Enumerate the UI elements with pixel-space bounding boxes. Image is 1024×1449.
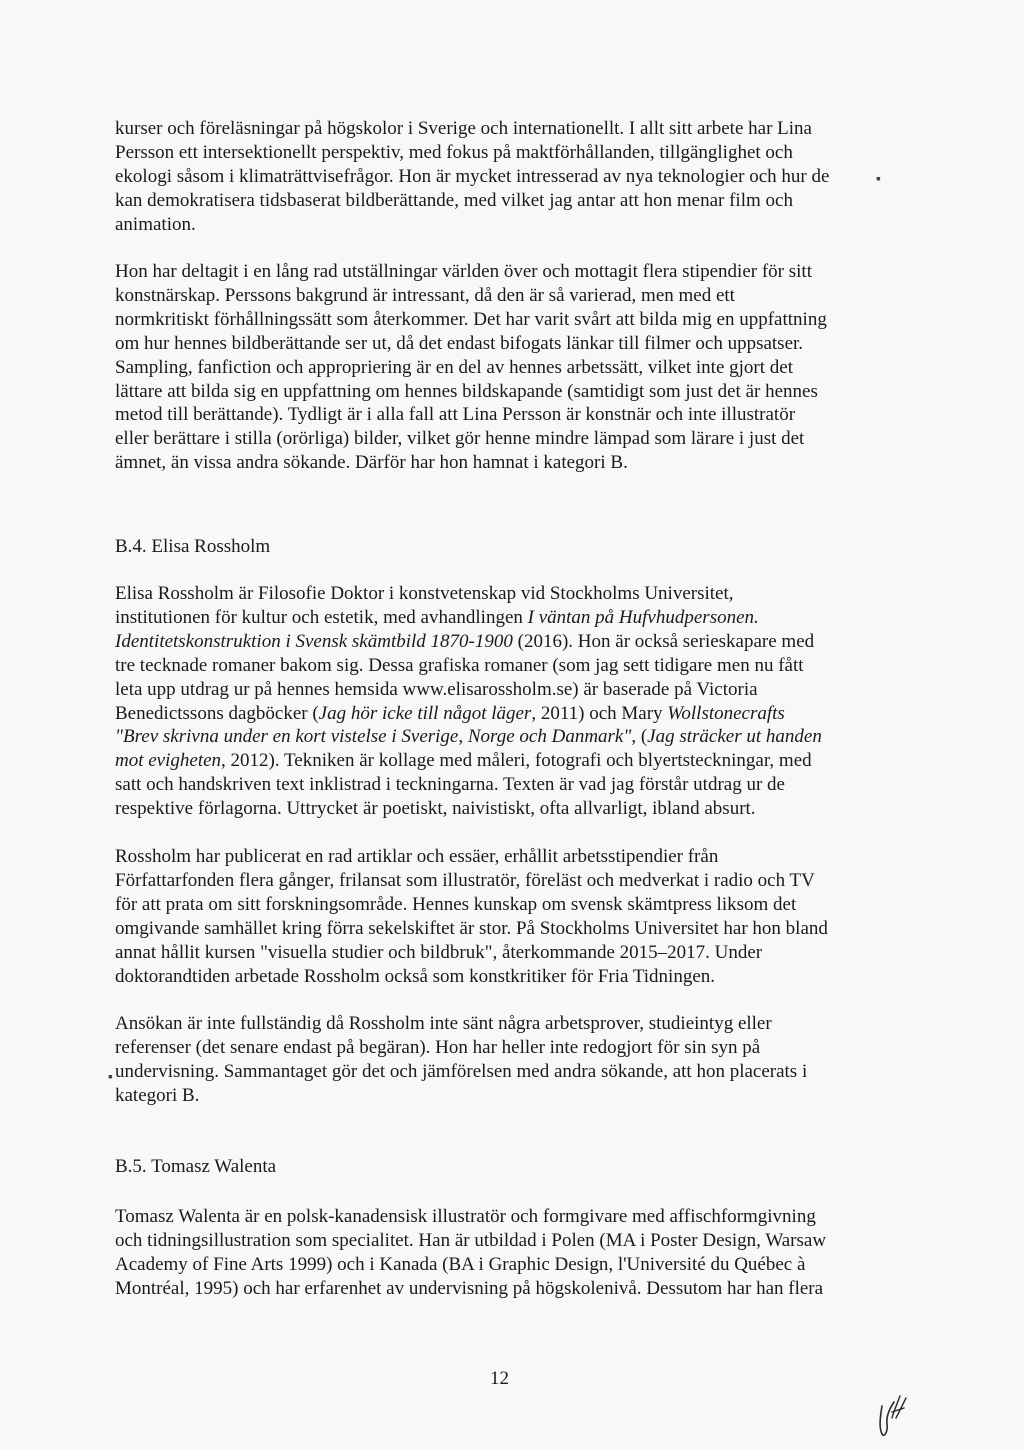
italic-title: I väntan på Hufvhudpersonen. [527, 606, 759, 628]
italic-title: Identitetskonstruktion i Svensk skämtbild 1870-1900 [115, 630, 513, 652]
text-line: leta upp utdrag ur på hennes hemsida www.elisarossholm.se) är baserade på Victoria [115, 678, 758, 700]
text-run: , ( [631, 726, 648, 748]
text-line: Sampling, fanfiction och appropriering är en del av hennes arbetssätt, vilket inte gjort det [115, 356, 793, 378]
text-line: Författarfonden flera gånger, frilansat som illustratör, föreläst och medverkat i radio och TV [115, 869, 815, 891]
text-line [115, 606, 905, 630]
text-line: tre tecknade romaner bakom sig. Dessa grafiska romaner (som jag sett tidigare men nu fått [115, 654, 804, 676]
paragraph-persson-exhibitions [115, 260, 905, 475]
scan-speck: ▪ [876, 172, 881, 187]
text-line: eller berättare i stilla (orörliga) bilder, vilket gör henne mindre lämpad som lärare i just det [115, 428, 805, 450]
text-line: metod till berättande). Tydligt är i alla fall att Lina Persson är konstnär och inte illustratör [115, 404, 796, 426]
paragraph-persson-courses [115, 117, 905, 237]
italic-title: Jag sträcker ut handen [647, 726, 822, 748]
text-line: Persson ett intersektionellt perspektiv, med fokus på maktförhållanden, tillgänglighet och [115, 141, 793, 163]
text-line: för att prata om sitt forskningsområde. Hennes kunskap om svensk skämtpress liksom det [115, 893, 797, 915]
paragraph-walenta-intro [115, 1205, 905, 1301]
text-line: kurser och föreläsningar på högskolor i Sverige och internationellt. I allt sitt arbete har Lina [115, 118, 812, 139]
text-line [115, 749, 905, 773]
handwritten-initials-signature [872, 1388, 912, 1440]
text-line: ämnet, än vissa andra sökande. Därför har hon hamnat i kategori B. [115, 452, 628, 474]
text-line: undervisning. Sammantaget gör det och jämförelsen med andra sökande, att hon placerats i [115, 1060, 808, 1082]
text-line: kan demokratisera tidsbaserat bildberättande, med vilket jag antar att hon menar film och [115, 189, 793, 211]
text-line: Tomasz Walenta är en polsk-kanadensisk illustratör och formgivare med affischformgivning [115, 1206, 816, 1227]
text-line: kategori B. [115, 1084, 200, 1106]
text-line: animation. [115, 213, 196, 235]
italic-title: mot evigheten [115, 750, 222, 772]
text-line: om hur hennes bildberättande ser ut, då det endast bifogats länkar till filmer och uppsatser. [115, 332, 804, 354]
text-line: Academy of Fine Arts 1999) och i Kanada (BA i Graphic Design, l'Université du Québec à [115, 1253, 806, 1275]
text-line: doktorandtiden arbetade Rossholm också som konstkritiker för Fria Tidningen. [115, 965, 716, 987]
text-line [115, 725, 905, 749]
text-line: Hon har deltagit i en lång rad utställningar världen över och mottagit flera stipendier för sitt [115, 261, 812, 282]
text-line: omgivande samhället kring förra sekelskiftet är stor. På Stockholms Universitet har hon bland [115, 917, 828, 939]
text-line: Montréal, 1995) och har erfarenhet av undervisning på högskolenivå. Dessutom har han flera [115, 1277, 824, 1299]
paragraph-rossholm-application [115, 1012, 905, 1108]
text-line: referenser (det senare endast på begäran). Hon har heller inte redogjort för sin syn på [115, 1036, 761, 1058]
section-heading-b5: B.5. Tomasz Walenta [115, 1156, 277, 1177]
text-line: satt och handskriven text inklistrad i teckningarna. Texten är vad jag förstår utdrag ur de [115, 774, 785, 796]
page-number: 12 [490, 1368, 509, 1389]
text-line: Rossholm har publicerat en rad artiklar och essäer, erhållit arbetsstipendier från [115, 846, 719, 867]
text-line: lättare att bilda sig en uppfattning om hennes bildskapande (samtidigt som just det är hennes [115, 380, 818, 402]
text-run: (2016). Hon är också serieskapare med [512, 630, 815, 652]
paragraph-rossholm-publications [115, 845, 905, 988]
italic-title: Wollstonecrafts [667, 702, 785, 724]
text-line [115, 702, 905, 726]
paragraph-rossholm-intro [115, 582, 905, 821]
text-line [115, 630, 905, 654]
text-line: annat hållit kursen "visuella studier och bildbruk", återkommande 2015–2017. Under [115, 941, 763, 963]
text-line: Ansökan är inte fullständig då Rossholm inte sänt några arbetsprover, studieintyg eller [115, 1013, 772, 1034]
text-line: ekologi såsom i klimaträttvisefrågor. Hon är mycket intresserad av nya teknologier och hur de [115, 165, 830, 187]
italic-title: Jag hör icke till något läger [318, 702, 532, 724]
text-line: Elisa Rossholm är Filosofie Doktor i konstvetenskap vid Stockholms Universitet, [115, 583, 734, 604]
text-line: konstnärskap. Perssons bakgrund är intressant, då den är så varierad, men med ett [115, 284, 735, 306]
text-run: Benedictssons dagböcker ( [115, 702, 319, 724]
italic-title: "Brev skrivna under en kort vistelse i Sverige, Norge och Danmark" [115, 726, 632, 748]
text-run: , 2012). Tekniken är kollage med måleri, fotografi och blyertsteckningar, med [221, 750, 812, 772]
section-heading-b4: B.4. Elisa Rossholm [115, 536, 271, 557]
text-line: respektive förlagorna. Uttrycket är poetiskt, naivistiskt, ofta allvarligt, ibland absurt. [115, 798, 756, 820]
text-line: normkritiskt förhållningssätt som återkommer. Det har varit svårt att bilda mig en uppfattning [115, 308, 827, 330]
scan-speck: ▪ [108, 1070, 113, 1085]
text-line: och tidningsillustration som specialitet. Han är utbildad i Polen (MA i Poster Design, Warsaw [115, 1229, 827, 1251]
text-run: , 2011) och Mary [531, 702, 668, 724]
text-run: institutionen för kultur och estetik, med avhandlingen [115, 606, 528, 628]
